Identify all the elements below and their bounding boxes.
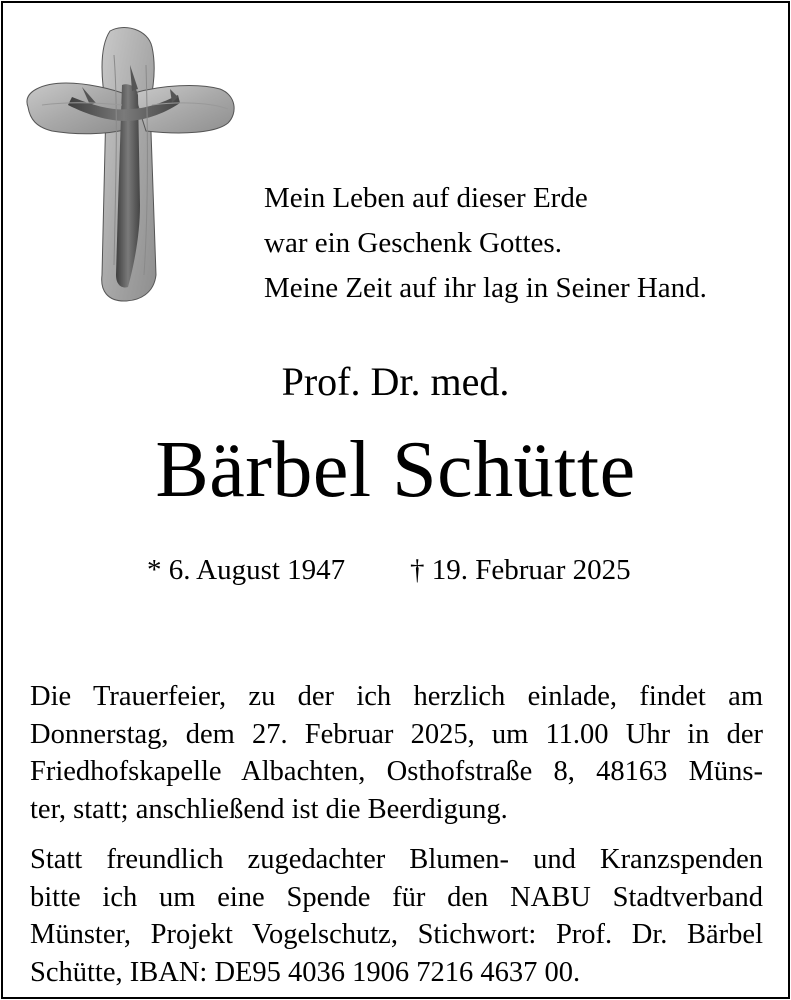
funeral-notice-line: Die Trauerfeier, zu der ich herzlich einlade, findet am [30, 681, 763, 712]
funeral-notice-line: ter, statt; anschließend ist die Beerdigung. [30, 793, 508, 825]
funeral-notice-line: Friedhofskapelle Albachten, Osthofstraße 8, 48163 Müns- [30, 756, 763, 787]
donation-notice-line: Münster, Projekt Vogelschutz, Stichwort: Prof. Dr. Bärbel [30, 919, 763, 950]
motto-line: war ein Geschenk Gottes. [264, 227, 562, 259]
funeral-notice [30, 678, 763, 828]
motto-line: Meine Zeit auf ihr lag in Seiner Hand. [264, 272, 707, 304]
donation-notice-line: Schütte, IBAN: DE95 4036 1906 7216 4637 00. [30, 956, 581, 988]
deceased-name: Bärbel Schütte [155, 426, 636, 514]
birth-date: * 6. August 1947 [147, 554, 346, 586]
donation-notice-line: bitte ich um eine Spende für den NABU Stadtverband [30, 881, 763, 913]
wooden-cross-icon [22, 25, 238, 305]
academic-title-text: Prof. Dr. med. [281, 359, 510, 404]
motto-line: Mein Leben auf dieser Erde [264, 182, 588, 214]
academic-title [0, 356, 791, 408]
funeral-notice-line: Donnerstag, dem 27. Februar 2025, um 11.00 Uhr in der [30, 718, 763, 750]
death-date: † 19. Februar 2025 [410, 554, 631, 586]
donation-notice-line: Statt freundlich zugedachter Blumen- und Kranzspenden [30, 844, 763, 875]
donation-notice [30, 841, 763, 991]
motto-verse [264, 176, 707, 311]
